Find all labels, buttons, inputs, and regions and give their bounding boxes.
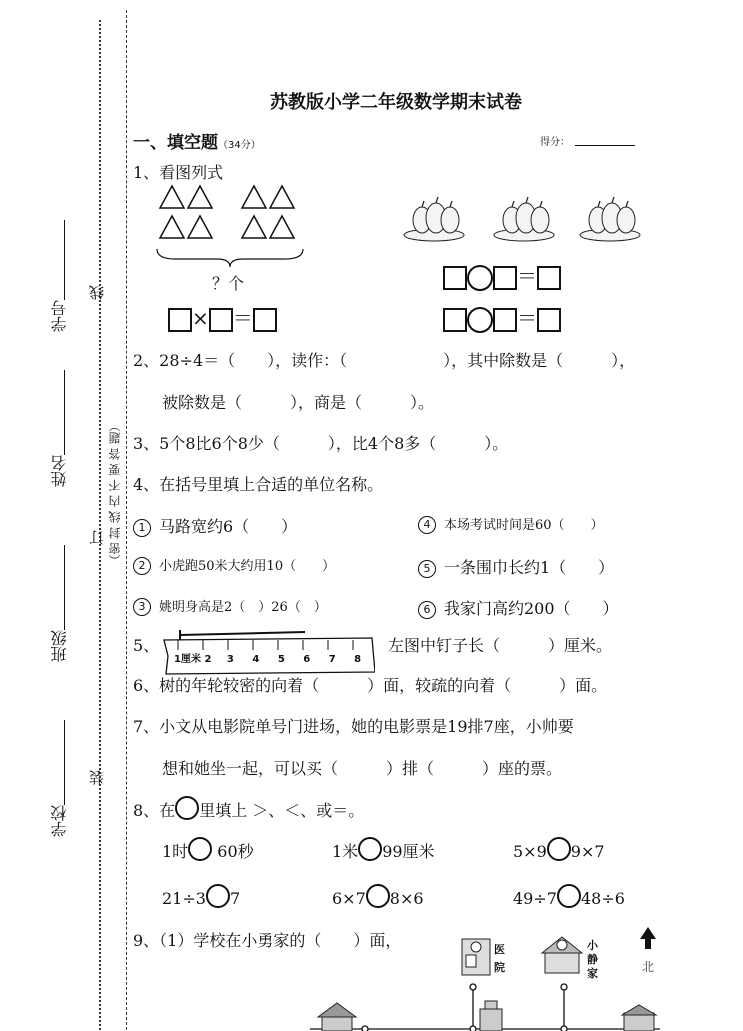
ruler-tick-label: 8 bbox=[354, 654, 362, 665]
ruler-tick-label: 1厘米 bbox=[174, 654, 201, 665]
operator-circle[interactable] bbox=[467, 307, 493, 333]
q8-right: 48÷6 bbox=[580, 889, 625, 908]
circled-number: 2 bbox=[133, 557, 151, 575]
times-sign: × bbox=[192, 306, 209, 330]
q1-equation-right-1 bbox=[443, 260, 561, 291]
school-label bbox=[48, 805, 71, 837]
answer-box[interactable] bbox=[443, 266, 467, 290]
triangle-icon bbox=[188, 216, 212, 238]
q8-left: 49÷7 bbox=[513, 889, 557, 908]
q5-text: 左图中钉子长（ ）厘米。 bbox=[388, 636, 613, 655]
circled-number: 6 bbox=[418, 601, 436, 619]
q7-line2: 想和她坐一起，可以买（ ）排（ ）座的票。 bbox=[162, 759, 563, 778]
compare-circle[interactable] bbox=[358, 837, 382, 861]
section-points: （34分） bbox=[218, 140, 261, 151]
circled-number: 4 bbox=[418, 516, 436, 534]
q8-left: 6×7 bbox=[332, 889, 366, 908]
answer-box[interactable] bbox=[168, 308, 192, 332]
q8-left: 21÷3 bbox=[162, 889, 206, 908]
pear-plate-icon bbox=[404, 203, 464, 241]
q8-left: 1时 bbox=[162, 842, 189, 861]
class-blank[interactable] bbox=[64, 545, 65, 630]
q4-item-text: 我家门高约200（ ） bbox=[444, 599, 619, 618]
q8-right: 99厘米 bbox=[382, 842, 435, 861]
question-count: ？个 bbox=[212, 274, 245, 293]
compare-circle[interactable] bbox=[188, 837, 212, 861]
pack-char bbox=[86, 770, 107, 785]
q8-item-6 bbox=[513, 884, 625, 908]
q2-line2: 被除数是（ ），商是（ ）。 bbox=[162, 393, 435, 412]
answer-box[interactable] bbox=[209, 308, 233, 332]
home-label: 小静家 bbox=[587, 939, 598, 980]
answer-box[interactable] bbox=[253, 308, 277, 332]
pack-char-text: 装 bbox=[88, 770, 106, 785]
q7-line1: 7、小文从电影院单号门进场，她的电影票是19排7座，小帅要 bbox=[133, 717, 574, 736]
circled-number: 3 bbox=[133, 598, 151, 616]
school-icon bbox=[622, 1005, 656, 1031]
q4-item-text: 姚明身高是2（ ）26（ ） bbox=[159, 600, 327, 615]
circled-number: 5 bbox=[418, 560, 436, 578]
line-char-text: 线 bbox=[88, 285, 106, 300]
class-text: 班级 bbox=[50, 630, 69, 662]
page-title: 苏教版小学二年级数学期末试卷 bbox=[270, 92, 522, 113]
triangle-icon bbox=[242, 186, 266, 208]
ruler-tick-label: 6 bbox=[303, 654, 311, 665]
answer-box[interactable] bbox=[443, 308, 467, 332]
map-figure bbox=[310, 925, 660, 1031]
q8-item-5 bbox=[332, 884, 424, 908]
dotted-line-outer bbox=[99, 20, 101, 1030]
q8-left: 5×9 bbox=[513, 842, 547, 861]
name-blank[interactable] bbox=[64, 370, 65, 455]
seal-notice bbox=[106, 420, 123, 567]
ruler-tick-label: 4 bbox=[252, 654, 260, 665]
q8-right: 60秒 bbox=[212, 842, 254, 861]
triangle-icon bbox=[270, 216, 294, 238]
q4-item-text: 本场考试时间是60（ ） bbox=[444, 518, 604, 533]
bind-char bbox=[86, 530, 107, 545]
pear-plate-icon bbox=[494, 203, 554, 241]
bind-char-text: 订 bbox=[88, 530, 106, 545]
q8-item-3 bbox=[513, 837, 605, 861]
q8-label-post: 里填上 ＞、＜、或＝。 bbox=[199, 801, 365, 820]
q8-right: 7 bbox=[229, 889, 241, 908]
compare-circle[interactable] bbox=[557, 884, 581, 908]
house-icon bbox=[318, 1003, 356, 1031]
school-blank[interactable] bbox=[64, 720, 65, 805]
q1-label: 1、看图列式 bbox=[133, 163, 224, 182]
compare-circle[interactable] bbox=[206, 884, 230, 908]
ruler-labels bbox=[174, 650, 361, 665]
class-label bbox=[48, 630, 71, 662]
equals-sign: ＝ bbox=[232, 306, 253, 330]
ruler-tick-label: 2 bbox=[204, 654, 212, 665]
q9-line1: 9、（1）学校在小勇家的（ ）面， bbox=[133, 931, 402, 950]
triangle-icon bbox=[160, 216, 184, 238]
home-icon bbox=[542, 937, 582, 973]
brace-icon bbox=[155, 247, 305, 269]
student-id-label bbox=[48, 300, 71, 332]
q1-equation-right-2 bbox=[443, 302, 561, 333]
q4-item-4 bbox=[418, 514, 604, 534]
shop-icon bbox=[480, 1001, 502, 1031]
circled-number: 1 bbox=[133, 519, 151, 537]
q8-label bbox=[133, 796, 364, 821]
q8-item-2 bbox=[332, 837, 435, 862]
score-blank[interactable] bbox=[575, 145, 635, 146]
north-arrow-icon bbox=[640, 927, 656, 949]
triangle-icon bbox=[160, 186, 184, 208]
seal-notice-text: （密 封 线 内 不 要 答 题） bbox=[108, 420, 122, 567]
dashed-line-inner bbox=[126, 10, 127, 1030]
pear-plate-icon bbox=[580, 203, 640, 241]
q4-item-text: 马路宽约6（ ） bbox=[159, 517, 298, 536]
triangle-icon bbox=[242, 216, 266, 238]
q4-item-5 bbox=[418, 555, 614, 578]
name-text: 姓名 bbox=[50, 455, 69, 487]
answer-box[interactable] bbox=[493, 266, 517, 290]
compare-circle[interactable] bbox=[547, 837, 571, 861]
q1-equation-left bbox=[168, 302, 277, 332]
ruler-tick-label: 7 bbox=[328, 654, 336, 665]
q4-item-text: 一条围巾长约1（ ） bbox=[444, 558, 615, 577]
q8-right: 9×7 bbox=[570, 842, 605, 861]
q8-left: 1米 bbox=[332, 842, 359, 861]
north-label: 北 bbox=[642, 960, 655, 974]
q4-item-3 bbox=[133, 596, 327, 616]
equals-sign: ＝ bbox=[517, 306, 537, 330]
hospital-icon bbox=[462, 939, 490, 975]
triangles-figure bbox=[155, 183, 305, 243]
q4-item-6 bbox=[418, 596, 619, 619]
nail-icon bbox=[180, 632, 305, 635]
q4-item-text: 小虎跑50米大约用10（ ） bbox=[159, 559, 336, 574]
q2-line1: 2、28÷4＝（ ），读作：（ ），其中除数是（ ）， bbox=[133, 351, 636, 370]
q4-item-2 bbox=[133, 555, 335, 575]
student-id-text: 学号 bbox=[50, 300, 69, 332]
section-heading-text: 一、填空题 bbox=[133, 133, 218, 153]
q8-item-4 bbox=[162, 884, 240, 908]
equals-sign: ＝ bbox=[517, 264, 537, 288]
line-char bbox=[86, 285, 107, 300]
answer-box[interactable] bbox=[537, 308, 561, 332]
q5-label: 5、 bbox=[133, 636, 160, 655]
q3-text: 3、5个8比6个8少（ ），比4个8多（ ）。 bbox=[133, 434, 509, 453]
score-label: 得分： bbox=[540, 137, 570, 148]
q8-item-1 bbox=[162, 837, 254, 862]
ruler-tick-label: 5 bbox=[277, 654, 285, 665]
triangle-icon bbox=[188, 186, 212, 208]
hospital-label: 医院 bbox=[494, 943, 505, 974]
answer-box[interactable] bbox=[537, 266, 561, 290]
triangle-icon bbox=[270, 186, 294, 208]
operator-circle[interactable] bbox=[467, 265, 493, 291]
q8-right: 8×6 bbox=[389, 889, 424, 908]
pear-plates-figure bbox=[402, 195, 647, 245]
q8-label-pre: 8、在 bbox=[133, 801, 176, 820]
circle-icon bbox=[175, 796, 199, 820]
school-text: 学校 bbox=[50, 805, 69, 837]
q4-item-1 bbox=[133, 514, 297, 537]
student-id-blank[interactable] bbox=[64, 220, 65, 300]
ruler-tick-label: 3 bbox=[226, 654, 234, 665]
q6-text: 6、树的年轮较密的向着（ ）面，较疏的向着（ ）面。 bbox=[133, 676, 608, 695]
compare-circle[interactable] bbox=[366, 884, 390, 908]
section-heading bbox=[133, 128, 261, 153]
answer-box[interactable] bbox=[493, 308, 517, 332]
name-label bbox=[48, 455, 71, 487]
q4-label: 4、在括号里填上合适的单位名称。 bbox=[133, 475, 384, 494]
